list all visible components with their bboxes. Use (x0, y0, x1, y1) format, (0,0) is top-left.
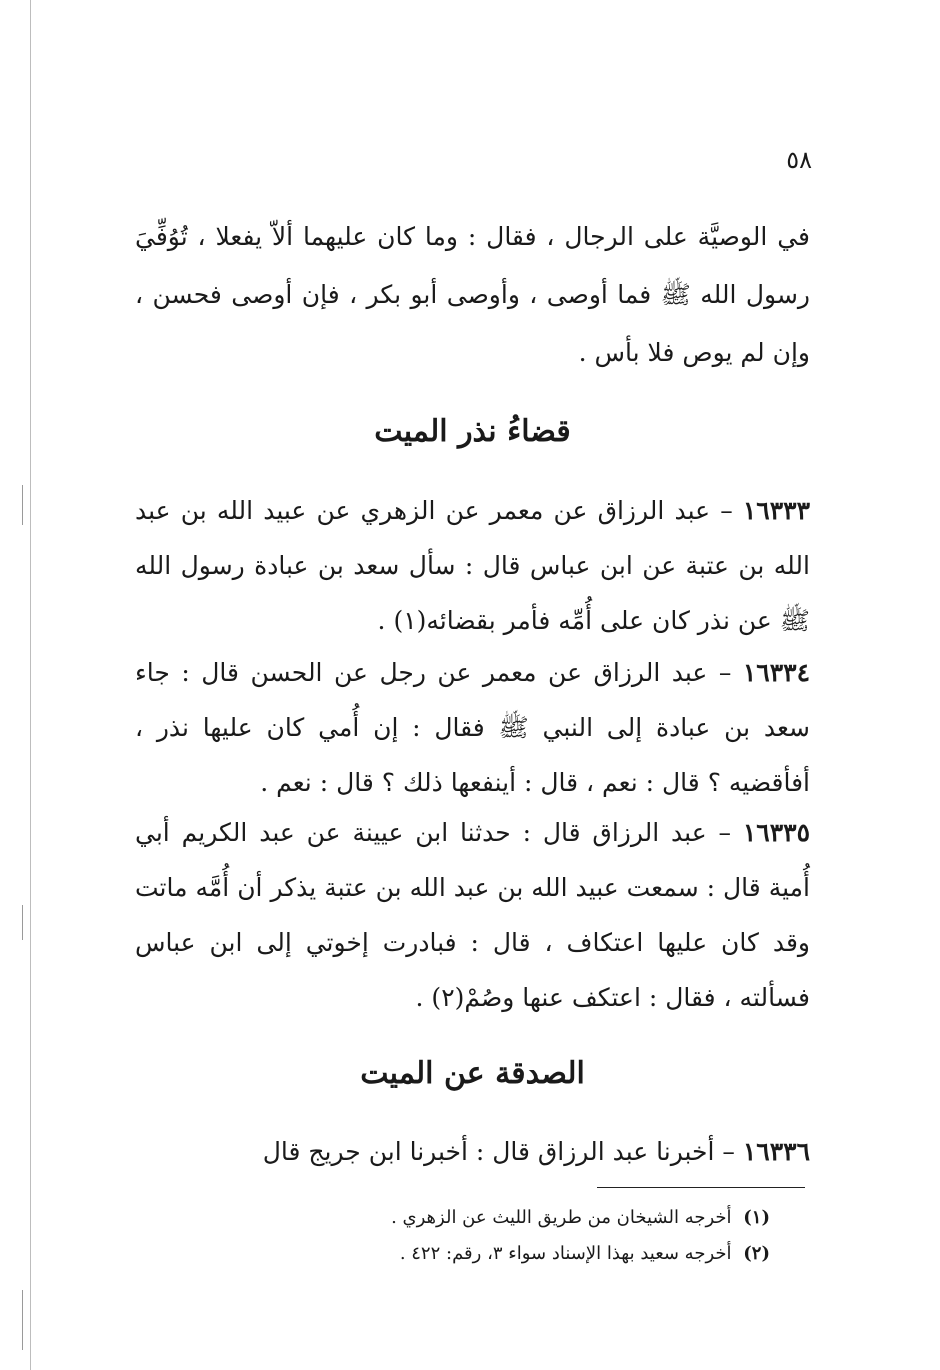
section-heading-vow: قضاءُ نذر الميت (374, 414, 571, 449)
hadith-text: – أخبرنا عبد الرزاق قال : أخبرنا ابن جريج قال (262, 1137, 735, 1166)
footnote-marker: (١) (743, 1207, 770, 1228)
footnotes-list (300, 1200, 770, 1272)
hadith-text: – عبد الرزاق قال : حدثنا ابن عيينة عن عبد الكريم أبي أُمية قال : سمعت عبيد الله بن عبد الله بن عتبة يذكر أن أُمَّه ماتت وقد كان عليها اعتكاف ، قال : فبادرت إخوتي إلى ابن عباس فسألته ، فقال : اعتكف عنها وصُمْ(٢) . (135, 818, 810, 1012)
hadith-number: ١٦٣٣٤ (742, 658, 810, 687)
section-heading-charity: الصدقة عن الميت (360, 1056, 585, 1091)
scan-edge-mark (22, 1290, 23, 1350)
intro-paragraph (135, 208, 810, 382)
footnote-item (300, 1236, 770, 1272)
page-number: ٥٨ (786, 146, 812, 174)
hadith-16334 (135, 645, 810, 810)
scan-edge-mark (22, 905, 23, 940)
intro-text: في الوصيَّة على الرجال ، فقال : وما كان عليهما ألاّ يفعلا ، تُوُفِّيَ رسول الله ﷺ فما أوصى ، وأوصى أبو بكر ، فإن أوصى فحسن ، وإن لم يوص فلا بأس . (135, 222, 810, 367)
hadith-text: – عبد الرزاق عن معمر عن رجل عن الحسن قال : جاء سعد بن عبادة إلى النبي ﷺ فقال : إن أُمي كان عليها نذر ، أفأقضيه ؟ قال : نعم ، قال : أينفعها ذلك ؟ قال : نعم . (135, 658, 810, 797)
footnote-text: أخرجه الشيخان من طريق الليث عن الزهري . (391, 1207, 732, 1228)
hadith-number: ١٦٣٣٥ (742, 818, 810, 847)
hadith-16333 (135, 483, 810, 648)
hadith-number: ١٦٣٣٣ (742, 496, 810, 525)
hadith-16336 (135, 1124, 810, 1179)
footnote-marker: (٢) (743, 1243, 770, 1264)
hadith-number: ١٦٣٣٦ (742, 1137, 810, 1166)
scan-edge-mark (22, 485, 23, 525)
hadith-text: – عبد الرزاق عن معمر عن الزهري عن عبيد الله بن عبد الله بن عتبة عن ابن عباس قال : سأل سعد بن عبادة رسول الله ﷺ عن نذر كان على أُمِّه فأمر بقضائه(١) . (135, 496, 810, 635)
footnote-item (300, 1200, 770, 1236)
footnote-text: أخرجه سعيد بهذا الإسناد سواء ٣، رقم: ٤٢٢ . (399, 1243, 732, 1264)
footnote-divider (597, 1187, 805, 1188)
scan-edge-line (30, 0, 31, 1370)
hadith-16335 (135, 805, 810, 1025)
